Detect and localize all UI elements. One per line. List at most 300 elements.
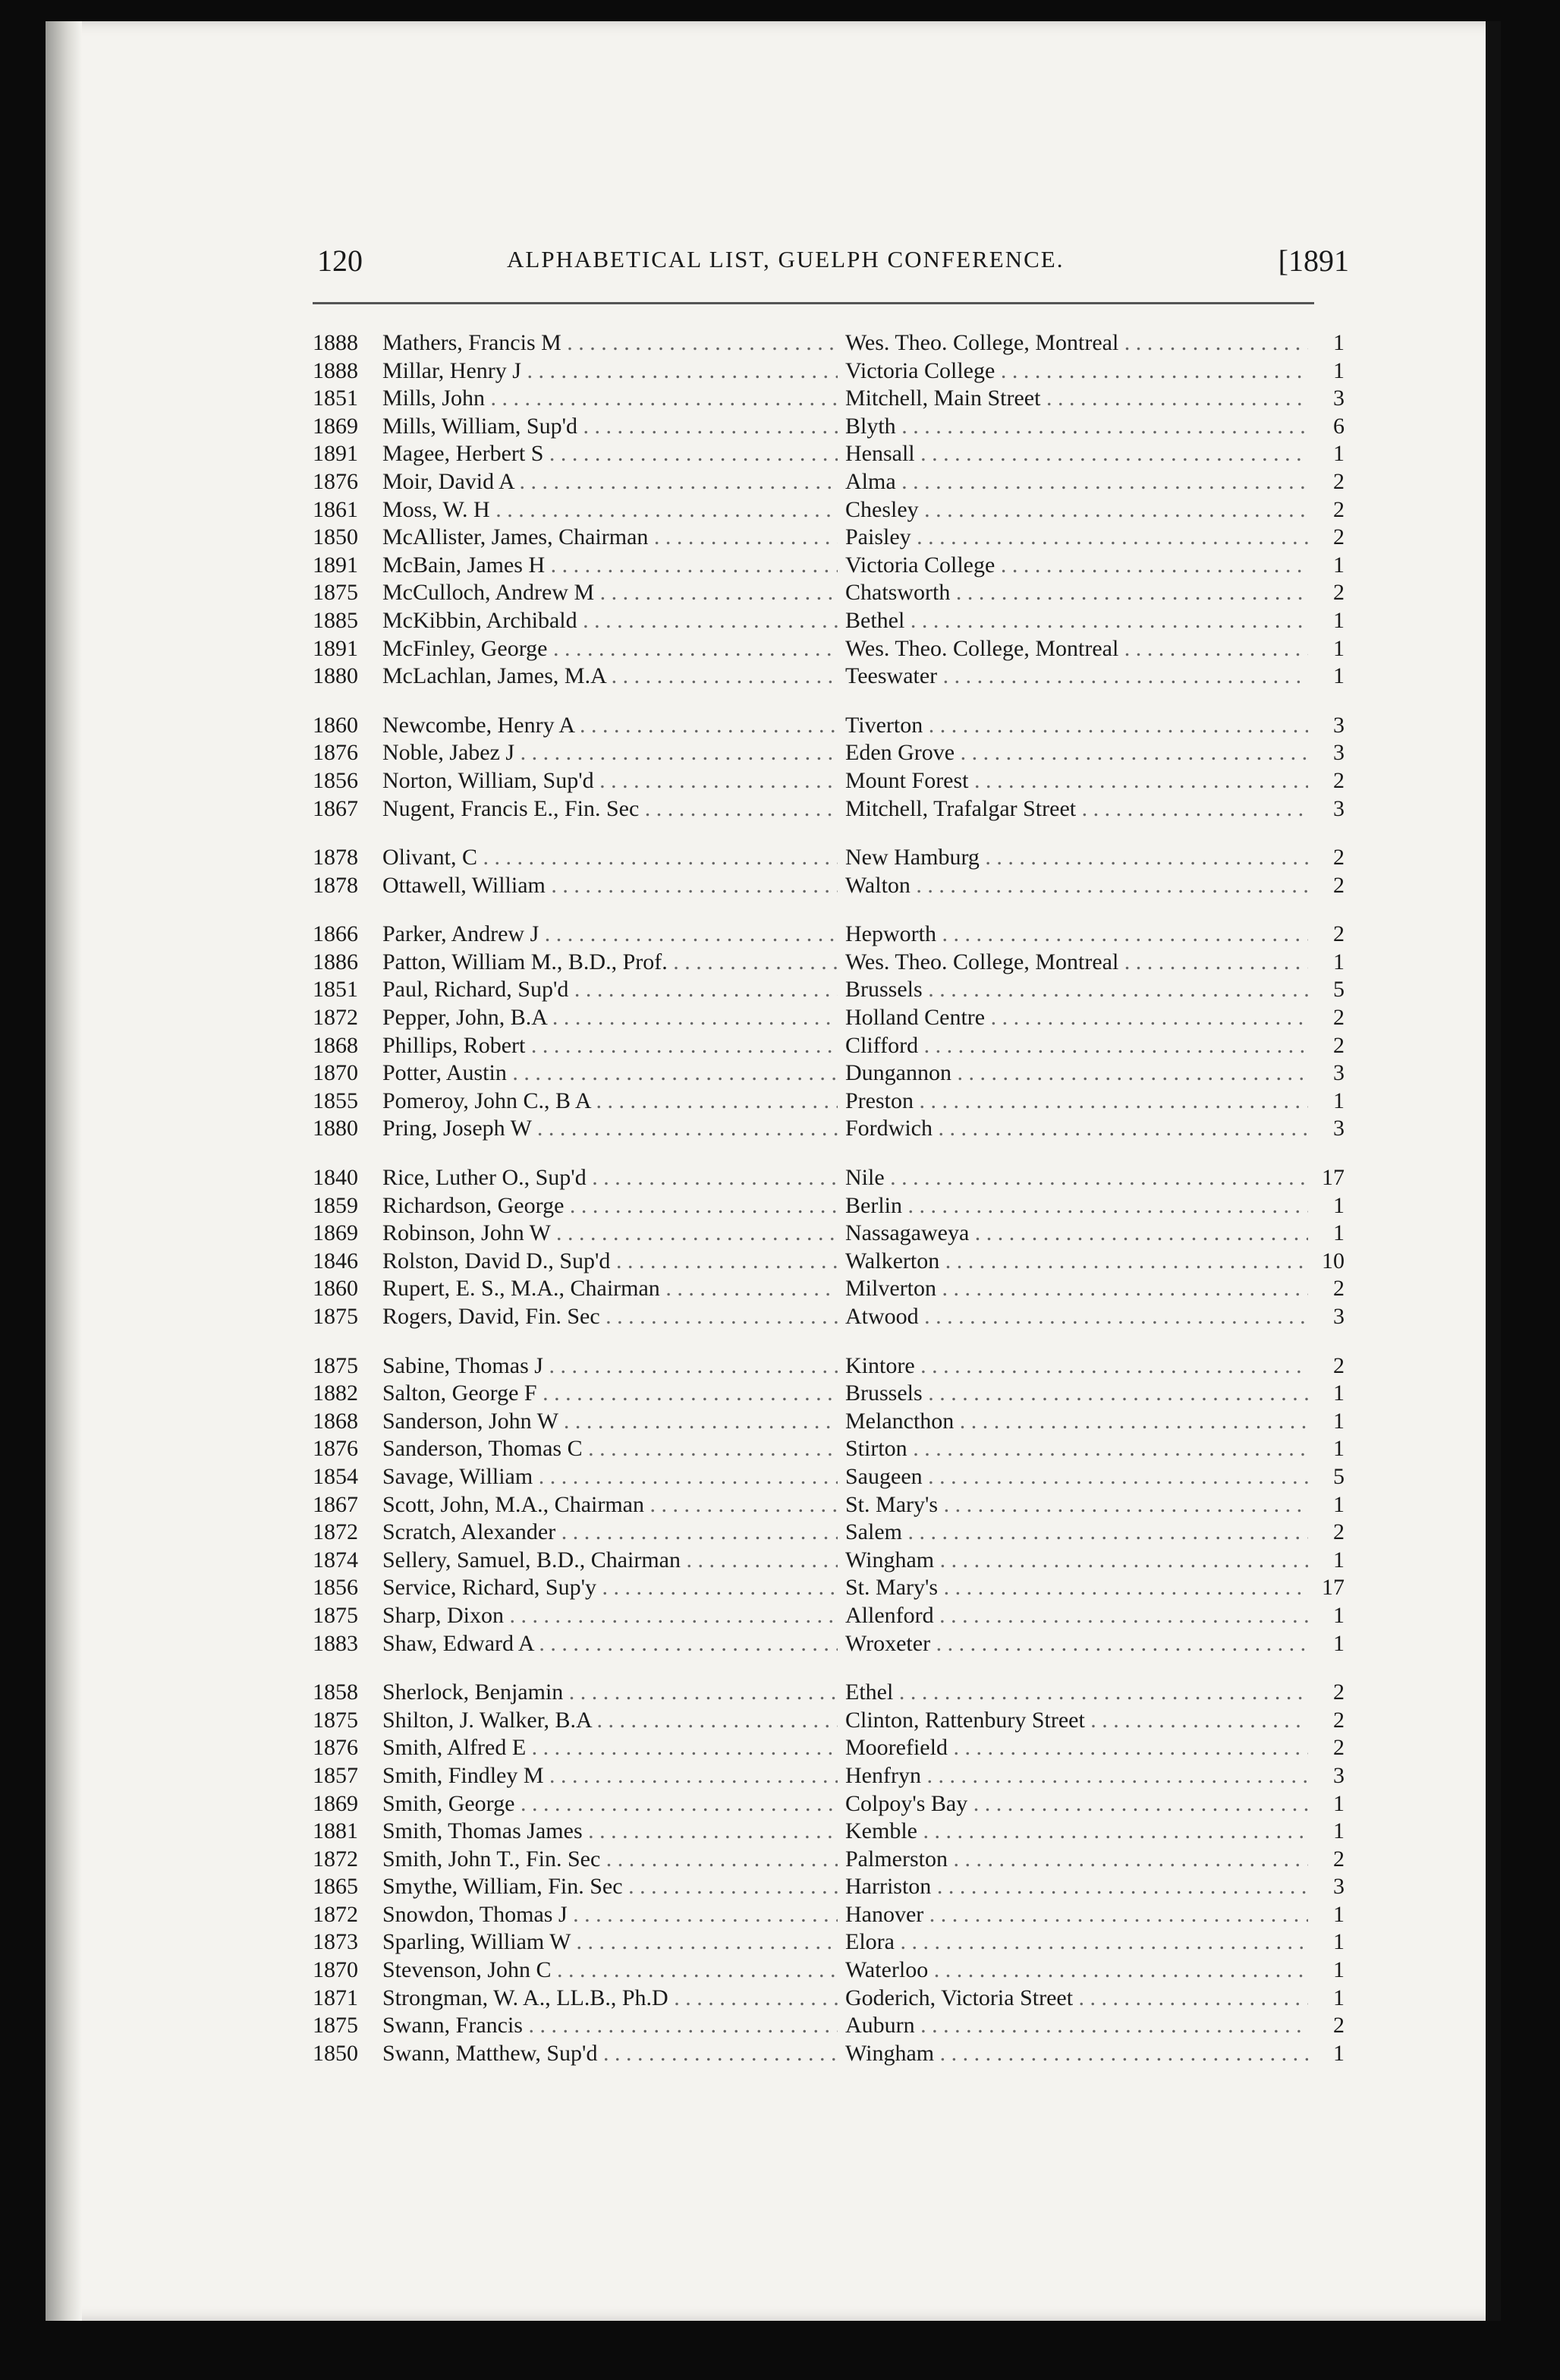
entry-location: Auburn . . . — [845, 2012, 1308, 2040]
entry-location: Preston . . . — [845, 1088, 1308, 1116]
entry-name-cell — [382, 1846, 838, 1874]
entry-year: 1868 — [313, 1032, 358, 1058]
entry-count: 3 — [1333, 1304, 1345, 1329]
entry-location-cell — [845, 607, 1308, 635]
entry-name: Moss, W. H . . . — [382, 496, 838, 524]
entry-count: 2 — [1333, 1032, 1345, 1058]
entry-location: Bethel . . . — [845, 607, 1308, 635]
entry-name: Phillips, Robert . . . — [382, 1032, 838, 1060]
entry-count: 3 — [1333, 740, 1345, 766]
entry-year: 1880 — [313, 663, 358, 689]
entry-year: 1872 — [313, 1901, 358, 1927]
entry-name-cell — [382, 468, 838, 496]
entry-count: 3 — [1333, 1874, 1345, 1900]
entry-name-cell — [382, 1004, 838, 1032]
entry-name: Smythe, William, Fin. Sec . . . — [382, 1873, 838, 1901]
entry-location-cell — [845, 872, 1308, 900]
entry-year: 1875 — [313, 2013, 358, 2038]
entry-year: 1854 — [313, 1463, 358, 1489]
entry-count: 2 — [1333, 468, 1345, 494]
entry-year: 1855 — [313, 1088, 358, 1113]
entry-count: 3 — [1333, 1116, 1345, 1141]
list-item — [313, 329, 1352, 357]
entry-location: Berlin . . . — [845, 1192, 1308, 1220]
entry-year: 1880 — [313, 1116, 358, 1141]
entry-count: 1 — [1333, 1901, 1345, 1927]
entry-location-cell — [845, 524, 1308, 552]
list-item — [313, 440, 1352, 468]
entry-location: Victoria College . . . — [845, 552, 1308, 580]
entry-name-cell — [382, 949, 838, 977]
list-item — [313, 739, 1352, 767]
list-item — [313, 949, 1352, 977]
entry-location-cell — [845, 712, 1308, 740]
entry-name: Norton, William, Sup'd . . . — [382, 767, 838, 795]
entry-name-cell — [382, 2040, 838, 2068]
list-item — [313, 663, 1352, 691]
entry-location: New Hamburg . . . — [845, 844, 1308, 872]
entry-count: 1 — [1333, 663, 1345, 689]
entry-name: Olivant, C . . . — [382, 844, 838, 872]
list-item — [313, 1303, 1352, 1331]
entry-location-cell — [845, 579, 1308, 607]
entry-location: Mitchell, Trafalgar Street . . . — [845, 795, 1308, 823]
entry-location: Colpoy's Bay . . . — [845, 1790, 1308, 1818]
entry-location: Milverton . . . — [845, 1275, 1308, 1303]
list-item — [313, 1928, 1352, 1957]
list-item — [313, 1088, 1352, 1116]
entry-name-cell — [382, 1901, 838, 1929]
entry-name: Service, Richard, Sup'y . . . — [382, 1574, 838, 1602]
entry-count: 3 — [1333, 1060, 1345, 1086]
entry-count: 1 — [1333, 330, 1345, 355]
entry-count: 2 — [1333, 872, 1345, 898]
entry-location-cell — [845, 1707, 1308, 1735]
list-item — [313, 413, 1352, 441]
list-item — [313, 1957, 1352, 1985]
entry-name-cell — [382, 1679, 838, 1707]
entry-location: Moorefield . . . — [845, 1734, 1308, 1762]
entry-location: Clifford . . . — [845, 1032, 1308, 1060]
entry-count: 2 — [1333, 1735, 1345, 1761]
entry-location-cell — [845, 1873, 1308, 1901]
entry-year: 1858 — [313, 1680, 358, 1705]
entry-year: 1850 — [313, 524, 358, 550]
header-year: [1891 — [1278, 244, 1349, 278]
list-item — [313, 712, 1352, 740]
entry-year: 1857 — [313, 1762, 358, 1788]
entry-year: 1869 — [313, 1790, 358, 1816]
entry-count: 1 — [1333, 357, 1345, 383]
entry-name: Scratch, Alexander . . . — [382, 1519, 838, 1547]
entry-name-cell — [382, 1574, 838, 1602]
entry-name: Noble, Jabez J . . . — [382, 739, 838, 767]
entry-location: Brussels . . . — [845, 1380, 1308, 1408]
entry-name-cell — [382, 1547, 838, 1575]
entry-year: 1860 — [313, 712, 358, 738]
entry-name: Snowdon, Thomas J . . . — [382, 1901, 838, 1929]
entry-year: 1865 — [313, 1874, 358, 1900]
entry-name: Rupert, E. S., M.A., Chairman . . . — [382, 1275, 838, 1303]
entry-location-cell — [845, 1220, 1308, 1248]
list-item — [313, 1790, 1352, 1818]
entry-year: 1881 — [313, 1818, 358, 1844]
list-item — [313, 2012, 1352, 2040]
list-group — [313, 1164, 1352, 1331]
entry-location-cell — [845, 1275, 1308, 1303]
entry-location: Tiverton . . . — [845, 712, 1308, 740]
entry-location-cell — [845, 1491, 1308, 1519]
entry-name: Sabine, Thomas J . . . — [382, 1352, 838, 1380]
list-item — [313, 1818, 1352, 1846]
list-item — [313, 1463, 1352, 1491]
entry-location-cell — [845, 844, 1308, 872]
entry-year: 1867 — [313, 1491, 358, 1517]
entry-year: 1869 — [313, 413, 358, 439]
entry-location: Chesley . . . — [845, 496, 1308, 524]
scan-border — [1486, 21, 1501, 2321]
entry-count: 1 — [1333, 1408, 1345, 1434]
list-item — [313, 1519, 1352, 1547]
entry-count: 1 — [1333, 1380, 1345, 1406]
entry-name-cell — [382, 496, 838, 524]
entry-location: Harriston . . . — [845, 1873, 1308, 1901]
entry-count: 1 — [1333, 949, 1345, 974]
entry-location: Victoria College . . . — [845, 357, 1308, 386]
entry-year: 1891 — [313, 635, 358, 661]
entry-name: Mathers, Francis M . . . — [382, 329, 838, 357]
entry-count: 1 — [1333, 1192, 1345, 1218]
entry-count: 1 — [1333, 1602, 1345, 1628]
list-item — [313, 1846, 1352, 1874]
entry-location-cell — [845, 1734, 1308, 1762]
entry-name-cell — [382, 413, 838, 441]
entry-name: McFinley, George . . . — [382, 635, 838, 663]
entry-count: 2 — [1333, 1005, 1345, 1031]
entry-name: Sherlock, Benjamin . . . — [382, 1679, 838, 1707]
entry-name-cell — [382, 1059, 838, 1088]
header-rule — [313, 302, 1314, 304]
list-item — [313, 1059, 1352, 1088]
entry-location: Nassagaweya . . . — [845, 1220, 1308, 1248]
entry-location-cell — [845, 468, 1308, 496]
entry-name: Mills, John . . . — [382, 385, 838, 413]
entry-location-cell — [845, 357, 1308, 386]
entry-location: Wingham . . . — [845, 2040, 1308, 2068]
entry-name: Salton, George F . . . — [382, 1380, 838, 1408]
entry-year: 1866 — [313, 921, 358, 947]
entry-location-cell — [845, 1602, 1308, 1630]
entry-location-cell — [845, 1679, 1308, 1707]
entry-location-cell — [845, 1463, 1308, 1491]
entry-location: Allenford . . . — [845, 1602, 1308, 1630]
entry-location-cell — [845, 1928, 1308, 1957]
entry-year: 1870 — [313, 1060, 358, 1086]
entry-count: 2 — [1333, 1352, 1345, 1378]
entry-location-cell — [845, 976, 1308, 1004]
entry-name: Scott, John, M.A., Chairman . . . — [382, 1491, 838, 1519]
entry-year: 1872 — [313, 1519, 358, 1545]
entry-name: Savage, William . . . — [382, 1463, 838, 1491]
page-number: 120 — [317, 244, 363, 278]
entry-count: 2 — [1333, 580, 1345, 606]
entry-location-cell — [845, 385, 1308, 413]
entry-name: McBain, James H . . . — [382, 552, 838, 580]
list-group — [313, 329, 1352, 691]
entry-name: Shaw, Edward A . . . — [382, 1630, 838, 1658]
entry-count: 3 — [1333, 795, 1345, 821]
entry-location-cell — [845, 496, 1308, 524]
entry-name-cell — [382, 795, 838, 823]
entry-name-cell — [382, 1192, 838, 1220]
list-item — [313, 921, 1352, 949]
entry-name: Swann, Francis . . . — [382, 2012, 838, 2040]
list-item — [313, 1602, 1352, 1630]
entry-year: 1850 — [313, 2040, 358, 2066]
entry-count: 1 — [1333, 1436, 1345, 1462]
entry-name: Smith, Thomas James . . . — [382, 1818, 838, 1846]
entry-name: Smith, Alfred E . . . — [382, 1734, 838, 1762]
entry-name: Sanderson, Thomas C . . . — [382, 1435, 838, 1463]
entry-name: Sellery, Samuel, B.D., Chairman . . . — [382, 1547, 838, 1575]
entry-count: 5 — [1333, 1463, 1345, 1489]
entry-count: 1 — [1333, 1957, 1345, 1983]
entry-name-cell — [382, 357, 838, 386]
entry-location-cell — [845, 921, 1308, 949]
entry-name: Nugent, Francis E., Fin. Sec . . . — [382, 795, 838, 823]
entry-name-cell — [382, 1707, 838, 1735]
entry-location: Nile . . . — [845, 1164, 1308, 1192]
entry-year: 1869 — [313, 1220, 358, 1246]
entry-count: 1 — [1333, 1547, 1345, 1572]
entry-location: Wingham . . . — [845, 1547, 1308, 1575]
list-item — [313, 1679, 1352, 1707]
entry-name-cell — [382, 767, 838, 795]
entry-count: 2 — [1333, 1707, 1345, 1733]
list-item — [313, 1164, 1352, 1192]
entry-location-cell — [845, 1004, 1308, 1032]
entry-location: Walkerton . . . — [845, 1248, 1308, 1276]
entry-year: 1891 — [313, 441, 358, 467]
entry-count: 2 — [1333, 767, 1345, 793]
entry-name-cell — [382, 1873, 838, 1901]
entry-location-cell — [845, 1762, 1308, 1790]
entry-year: 1875 — [313, 1707, 358, 1733]
list-item — [313, 1574, 1352, 1602]
entry-count: 3 — [1333, 386, 1345, 411]
entry-name-cell — [382, 1164, 838, 1192]
entry-location-cell — [845, 2012, 1308, 2040]
entry-name-cell — [382, 1352, 838, 1380]
list-item — [313, 357, 1352, 386]
entry-name: Richardson, George . . . — [382, 1192, 838, 1220]
entry-location: Goderich, Victoria Street . . . — [845, 1985, 1308, 2013]
entry-location: Alma . . . — [845, 468, 1308, 496]
entry-location-cell — [845, 1059, 1308, 1088]
entry-location: Ethel . . . — [845, 1679, 1308, 1707]
entry-location-cell — [845, 413, 1308, 441]
list-item — [313, 1248, 1352, 1276]
entry-year: 1851 — [313, 386, 358, 411]
entry-location: St. Mary's . . . — [845, 1574, 1308, 1602]
entry-name-cell — [382, 1630, 838, 1658]
list-group — [313, 1679, 1352, 2067]
entry-location-cell — [845, 1519, 1308, 1547]
entry-year: 1878 — [313, 872, 358, 898]
entry-count: 1 — [1333, 635, 1345, 661]
entry-count: 2 — [1333, 1680, 1345, 1705]
entry-year: 1876 — [313, 468, 358, 494]
entry-name: Sanderson, John W . . . — [382, 1408, 838, 1436]
entry-count: 5 — [1333, 977, 1345, 1003]
entry-year: 1868 — [313, 1408, 358, 1434]
entry-location-cell — [845, 1901, 1308, 1929]
entry-year: 1876 — [313, 1436, 358, 1462]
entry-name: Smith, Findley M . . . — [382, 1762, 838, 1790]
entry-location: Hensall . . . — [845, 440, 1308, 468]
entry-name-cell — [382, 607, 838, 635]
entry-name-cell — [382, 712, 838, 740]
entry-location-cell — [845, 1846, 1308, 1874]
entry-name: Patton, William M., B.D., Prof. . . . — [382, 949, 838, 977]
list-item — [313, 1352, 1352, 1380]
entry-location: Wes. Theo. College, Montreal . . . — [845, 949, 1308, 977]
list-item — [313, 385, 1352, 413]
entry-count: 17 — [1322, 1165, 1345, 1191]
entry-name-cell — [382, 1303, 838, 1331]
entry-name-cell — [382, 1463, 838, 1491]
entry-count: 17 — [1322, 1575, 1345, 1601]
entry-year: 1859 — [313, 1192, 358, 1218]
list-item — [313, 1762, 1352, 1790]
list-item — [313, 1380, 1352, 1408]
entry-location-cell — [845, 1630, 1308, 1658]
entry-year: 1870 — [313, 1957, 358, 1983]
entry-year: 1883 — [313, 1630, 358, 1656]
entry-name-cell — [382, 1762, 838, 1790]
entry-location-cell — [845, 663, 1308, 691]
running-header — [317, 243, 1349, 288]
entry-location: Salem . . . — [845, 1519, 1308, 1547]
entry-location-cell — [845, 1547, 1308, 1575]
entry-location-cell — [845, 1435, 1308, 1463]
entry-year: 1861 — [313, 496, 358, 522]
entry-year: 1878 — [313, 845, 358, 870]
entry-name-cell — [382, 524, 838, 552]
list-item — [313, 872, 1352, 900]
list-item — [313, 579, 1352, 607]
entry-name: Rolston, David D., Sup'd . . . — [382, 1248, 838, 1276]
list-item — [313, 468, 1352, 496]
entry-count: 2 — [1333, 524, 1345, 550]
list-group — [313, 1352, 1352, 1658]
entry-count: 1 — [1333, 607, 1345, 633]
entry-name-cell — [382, 1790, 838, 1818]
entry-name-cell — [382, 663, 838, 691]
entry-name: Mills, William, Sup'd . . . — [382, 413, 838, 441]
entry-count: 2 — [1333, 921, 1345, 947]
entry-name-cell — [382, 1115, 838, 1143]
entry-location: Mitchell, Main Street . . . — [845, 385, 1308, 413]
entry-name: Moir, David A . . . — [382, 468, 838, 496]
entry-location: Blyth . . . — [845, 413, 1308, 441]
entry-count: 1 — [1333, 1929, 1345, 1955]
entry-location: Paisley . . . — [845, 524, 1308, 552]
entry-count: 3 — [1333, 1762, 1345, 1788]
entry-name-cell — [382, 2012, 838, 2040]
list-group — [313, 844, 1352, 899]
entry-name: Pring, Joseph W . . . — [382, 1115, 838, 1143]
entry-year: 1876 — [313, 740, 358, 766]
entry-year: 1846 — [313, 1248, 358, 1273]
page-gutter-shadow — [46, 21, 82, 2321]
entry-location-cell — [845, 1032, 1308, 1060]
list-item — [313, 1275, 1352, 1303]
entry-count: 1 — [1333, 1790, 1345, 1816]
entry-name: Newcombe, Henry A . . . — [382, 712, 838, 740]
entry-count: 1 — [1333, 1491, 1345, 1517]
entry-year: 1875 — [313, 1304, 358, 1329]
list-item — [313, 844, 1352, 872]
entry-location: Wes. Theo. College, Montreal . . . — [845, 635, 1308, 663]
entry-year: 1888 — [313, 330, 358, 355]
entry-year: 1871 — [313, 1985, 358, 2010]
list-group — [313, 921, 1352, 1143]
entry-location-cell — [845, 1380, 1308, 1408]
entry-location: Waterloo . . . — [845, 1957, 1308, 1985]
list-item — [313, 635, 1352, 663]
entry-location: St. Mary's . . . — [845, 1491, 1308, 1519]
list-item — [313, 767, 1352, 795]
entry-location-cell — [845, 795, 1308, 823]
list-item — [313, 2040, 1352, 2068]
entry-count: 1 — [1333, 1220, 1345, 1246]
entry-count: 2 — [1333, 496, 1345, 522]
entry-name: Smith, George . . . — [382, 1790, 838, 1818]
entry-year: 1856 — [313, 1575, 358, 1601]
entry-name: Swann, Matthew, Sup'd . . . — [382, 2040, 838, 2068]
entry-location-cell — [845, 1957, 1308, 1985]
list-item — [313, 1985, 1352, 2013]
entry-location-cell — [845, 739, 1308, 767]
entry-name: McAllister, James, Chairman . . . — [382, 524, 838, 552]
entry-year: 1860 — [313, 1276, 358, 1302]
entry-count: 1 — [1333, 441, 1345, 467]
entry-name: Paul, Richard, Sup'd . . . — [382, 976, 838, 1004]
list-item — [313, 552, 1352, 580]
entry-location-cell — [845, 329, 1308, 357]
list-item — [313, 795, 1352, 823]
list-item — [313, 524, 1352, 552]
entry-location: Dungannon . . . — [845, 1059, 1308, 1088]
minister-list — [313, 329, 1352, 2089]
entry-year: 1876 — [313, 1735, 358, 1761]
entry-year: 1891 — [313, 552, 358, 578]
entry-count: 1 — [1333, 1818, 1345, 1844]
entry-count: 6 — [1333, 413, 1345, 439]
entry-location-cell — [845, 767, 1308, 795]
entry-name-cell — [382, 844, 838, 872]
entry-name: Rice, Luther O., Sup'd . . . — [382, 1164, 838, 1192]
list-item — [313, 976, 1352, 1004]
entry-location-cell — [845, 1192, 1308, 1220]
entry-name-cell — [382, 1032, 838, 1060]
entry-year: 1873 — [313, 1929, 358, 1955]
entry-name-cell — [382, 921, 838, 949]
list-item — [313, 1901, 1352, 1929]
list-item — [313, 1115, 1352, 1143]
entry-name-cell — [382, 1734, 838, 1762]
